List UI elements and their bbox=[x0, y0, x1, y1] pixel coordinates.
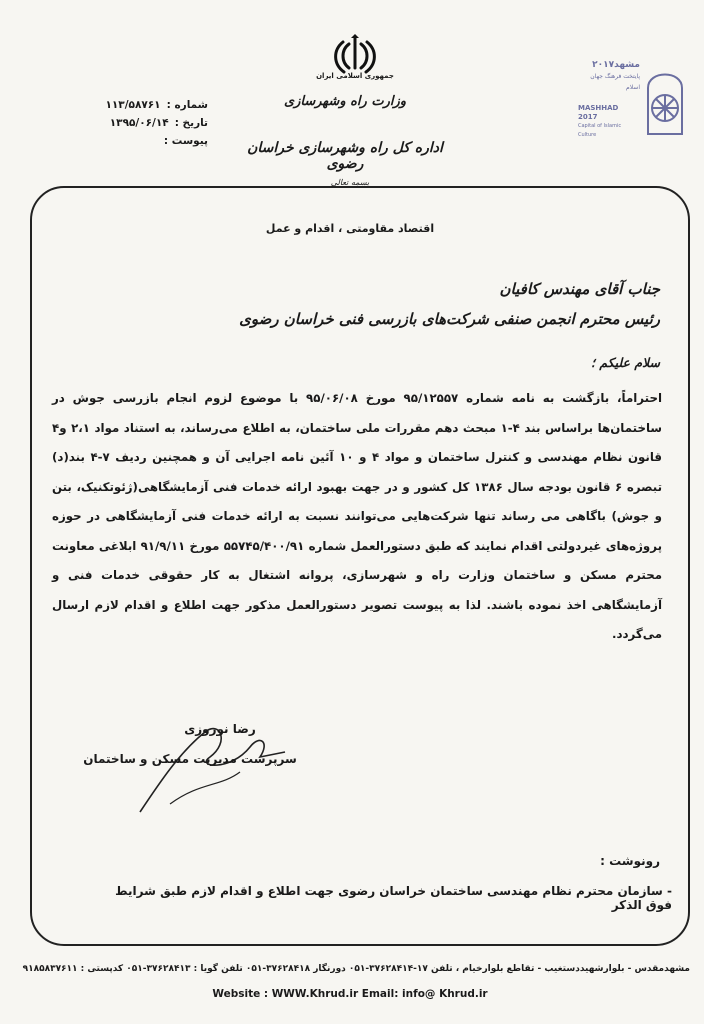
recipient-name: جناب آقای مهندس کافیان bbox=[499, 280, 660, 298]
slogan: اقتصاد مقاومتی ، اقدام و عمل bbox=[265, 222, 435, 235]
cc-item: - سازمان محترم نظام مهندسی ساختمان خراسان رضوی جهت اطلاع و اقدام لازم طبق شرایط فوق الذکر bbox=[115, 884, 672, 912]
logo-title: مشهد۲۰۱۷ پایتخت فرهنگ جهان اسلام bbox=[590, 60, 640, 91]
number-value: ۱۱۳/۵۸۷۶۱ bbox=[105, 99, 161, 111]
government-name: جمهوری اسلامی ایران bbox=[316, 72, 394, 80]
bismillah: بسمه تعالی bbox=[330, 178, 370, 187]
department-name: اداره کل راه وشهرسازی خراسان رضوی bbox=[247, 140, 443, 172]
logo-english: MASHHAD 2017 Capital of Islamic Culture bbox=[578, 104, 622, 138]
signer-name: رضا نوروزی bbox=[184, 722, 256, 736]
recipient-title: رئیس محترم انجمن صنفی شرکت‌های بازرسی فنی خراسان رضوی bbox=[239, 310, 660, 328]
date-value: ۱۳۹۵/۰۶/۱۴ bbox=[109, 117, 169, 129]
cc-label: رونوشت : bbox=[600, 854, 660, 868]
attachment-label: پیوست : bbox=[163, 135, 208, 147]
date-label: تاریخ : bbox=[174, 117, 208, 129]
greeting: سلام علیکم ؛ bbox=[591, 355, 660, 370]
letter-body: احتراماً، بازگشت به نامه شماره ۹۵/۱۲۵۵۷ مورخ ۹۵/۰۶/۰۸ با موضوع لزوم انجام بازرسی جوش در ساختمان‌ها براساس بند ۴-۱ مبحث دهم مقررات ملی ساختمان، به اطلاع می‌رساند، به استناد مواد ۲،۱ و۴ قانون نظام مهندسی و کنترل ساختمان و مواد ۴ و ۱۰ آئین نامه اجرایی آن و همچنین ردیف ۷-۴ بند(د) تبصره ۶ قانون بودجه سال ۱۳۸۶ کل کشور و در جهت بهبود ارائه خدمات فنی آزمایشگاهی(ژئوتکنیک، بتن و جوش) باگاهی می رساند تنها شرکت‌هایی می‌توانند نسبت به ارائه خدمات فنی آزمایشگاهی در حوزه پروژه‌های غیردولتی اقدام نمایند که طبق دستورالعمل شماره ۵۵۷۴۵/۴۰۰/۹۱ مورخ ۹۱/۹/۱۱ ابلاغی معاونت محترم مسکن و ساختمان وزارت راه و شهرسازی، پروانه اشتغال به کار حقوقی خدمات فنی و آزمایشگاهی اخذ نموده باشند. لذا به پیوست تصویر دستورالعمل مذکور جهت اطلاع و اقدام لازم ارسال می‌گردد. bbox=[52, 391, 663, 641]
footer-address: مشهدمقدس - بلوارشهیددستغیب - تقاطع بلوارخیام ، تلفن ۱۷-۳۷۶۲۸۴۱۴-۰۵۱ دورنگار ۳۷۶۲۸۴۱۸-۰۵۱ تلفن گویا : ۳۷۶۲۸۴۱۳-۰۵۱ کدپستی : ۹۱۸۵۸۳۷۶۱۱ bbox=[22, 964, 690, 974]
number-label: شماره : bbox=[166, 99, 208, 111]
letter-meta bbox=[78, 96, 208, 150]
signer-title: سرپرست مدیریت مسکن و ساختمان bbox=[83, 752, 297, 766]
ministry-name: وزارت راه وشهرسازی bbox=[283, 94, 407, 109]
footer-web: Website : WWW.Khrud.ir Email: info@ Khrud.ir bbox=[212, 988, 488, 1000]
